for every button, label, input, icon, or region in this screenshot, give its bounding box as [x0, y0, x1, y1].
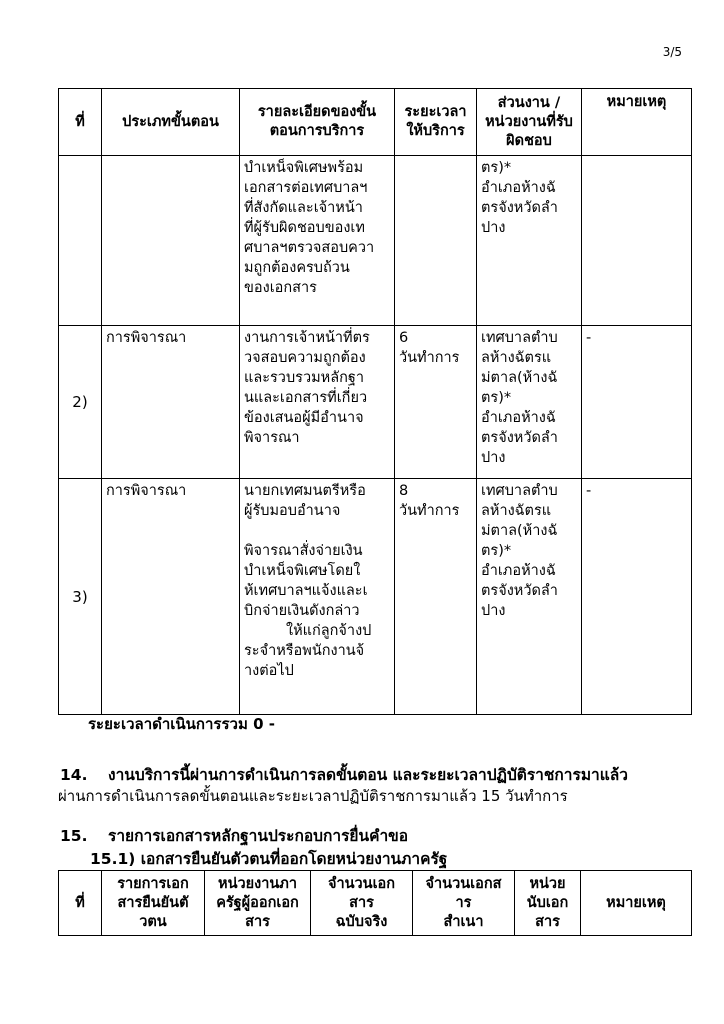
row-duration: 8 วันทำการ — [395, 479, 477, 715]
table-header-row — [59, 89, 692, 156]
table-row — [59, 479, 692, 715]
header-document-unit: หน่วย นับเอก สาร — [515, 871, 581, 936]
row-step-type: การพิจารณา — [102, 479, 240, 715]
row-step-type: การพิจารณา — [102, 326, 240, 479]
row-duration — [395, 156, 477, 326]
section-title: งานบริการนี้ผ่านการดำเนินการลดขั้นตอน และระยะเวลาปฏิบัติราชการมาแล้ว — [108, 766, 628, 784]
row-note: - — [582, 479, 692, 715]
table-header-row — [59, 871, 692, 936]
header-step-detail: รายละเอียดของขั้นตอนการบริการ — [240, 89, 395, 156]
header-note: หมายเหตุ — [582, 89, 692, 156]
page-number: 3/5 — [662, 45, 682, 59]
header-issuing-agency: หน่วยงานภา ครัฐผู้ออกเอก สาร — [205, 871, 311, 936]
row-step-detail: นายกเทศมนตรีหรือ ผู้รับมอบอำนาจ พิจารณาสั่งจ่ายเงิน บำเหน็จพิเศษโดยใ ห้เทศบาลฯแจ้งและเ บิกจ่ายเงินดังกล่าว ให้แก่ลูกจ้างป ระจำหรือพนักงานจ้ างต่อไป — [240, 479, 395, 715]
row-step-type — [102, 156, 240, 326]
header-duration: ระยะเวลาให้บริการ — [395, 89, 477, 156]
row-note — [582, 156, 692, 326]
row-responsible-unit: เทศบาลตำบ ลห้างฉัตรแ ม่ตาล(ห้างฉั ตร)* อำเภอห้างฉั ตรจังหวัดลำ ปาง — [477, 326, 582, 479]
section-number: 14. — [60, 766, 88, 784]
table-row — [59, 326, 692, 479]
section-15-1-heading: 15.1) เอกสารยืนยันตัวตนที่ออกโดยหน่วยงานภาครัฐ — [90, 850, 448, 868]
header-no: ที่ — [59, 871, 102, 936]
section-title: รายการเอกสารหลักฐานประกอบการยื่นคำขอ — [108, 827, 409, 845]
identity-documents-table — [58, 870, 692, 936]
header-original-count: จำนวนเอก สาร ฉบับจริง — [311, 871, 413, 936]
row-duration: 6 วันทำการ — [395, 326, 477, 479]
total-duration: ระยะเวลาดำเนินการรวม 0 - — [88, 715, 275, 733]
row-responsible-unit: เทศบาลตำบ ลห้างฉัตรแ ม่ตาล(ห้างฉั ตร)* อำเภอห้างฉั ตรจังหวัดลำ ปาง — [477, 479, 582, 715]
table-row — [59, 156, 692, 326]
header-copy-count: จำนวนเอกส าร สำเนา — [413, 871, 515, 936]
row-number: 3) — [59, 479, 102, 715]
row-step-detail: บำเหน็จพิเศษพร้อม เอกสารต่อเทศบาลฯ ที่สังกัดและเจ้าหน้า ที่ผู้รับผิดชอบของเท ศบาลฯตรวจสอบควา มถูกต้องครบถ้วน ของเอกสาร — [240, 156, 395, 326]
row-responsible-unit: ตร)* อำเภอห้างฉั ตรจังหวัดลำ ปาง — [477, 156, 582, 326]
header-step-type: ประเภทขั้นตอน — [102, 89, 240, 156]
header-note: หมายเหตุ — [581, 871, 692, 936]
section-number: 15. — [60, 827, 88, 845]
header-document-list: รายการเอก สารยืนยันตั วตน — [102, 871, 205, 936]
section-15-heading — [60, 823, 408, 848]
header-responsible-unit: ส่วนงาน / หน่วยงานที่รับผิดชอบ — [477, 89, 582, 156]
section-14-body: ผ่านการดำเนินการลดขั้นตอนและระยะเวลาปฏิบัติราชการมาแล้ว 15 วันทำการ — [58, 787, 568, 805]
row-number — [59, 156, 102, 326]
row-number: 2) — [59, 326, 102, 479]
row-note: - — [582, 326, 692, 479]
row-step-detail: งานการเจ้าหน้าที่ตร วจสอบความถูกต้อง และรวบรวมหลักฐา นและเอกสารที่เกี่ยว ข้องเสนอผู้มีอำนาจ พิจารณา — [240, 326, 395, 479]
service-steps-table — [58, 88, 692, 715]
header-no: ที่ — [59, 89, 102, 156]
